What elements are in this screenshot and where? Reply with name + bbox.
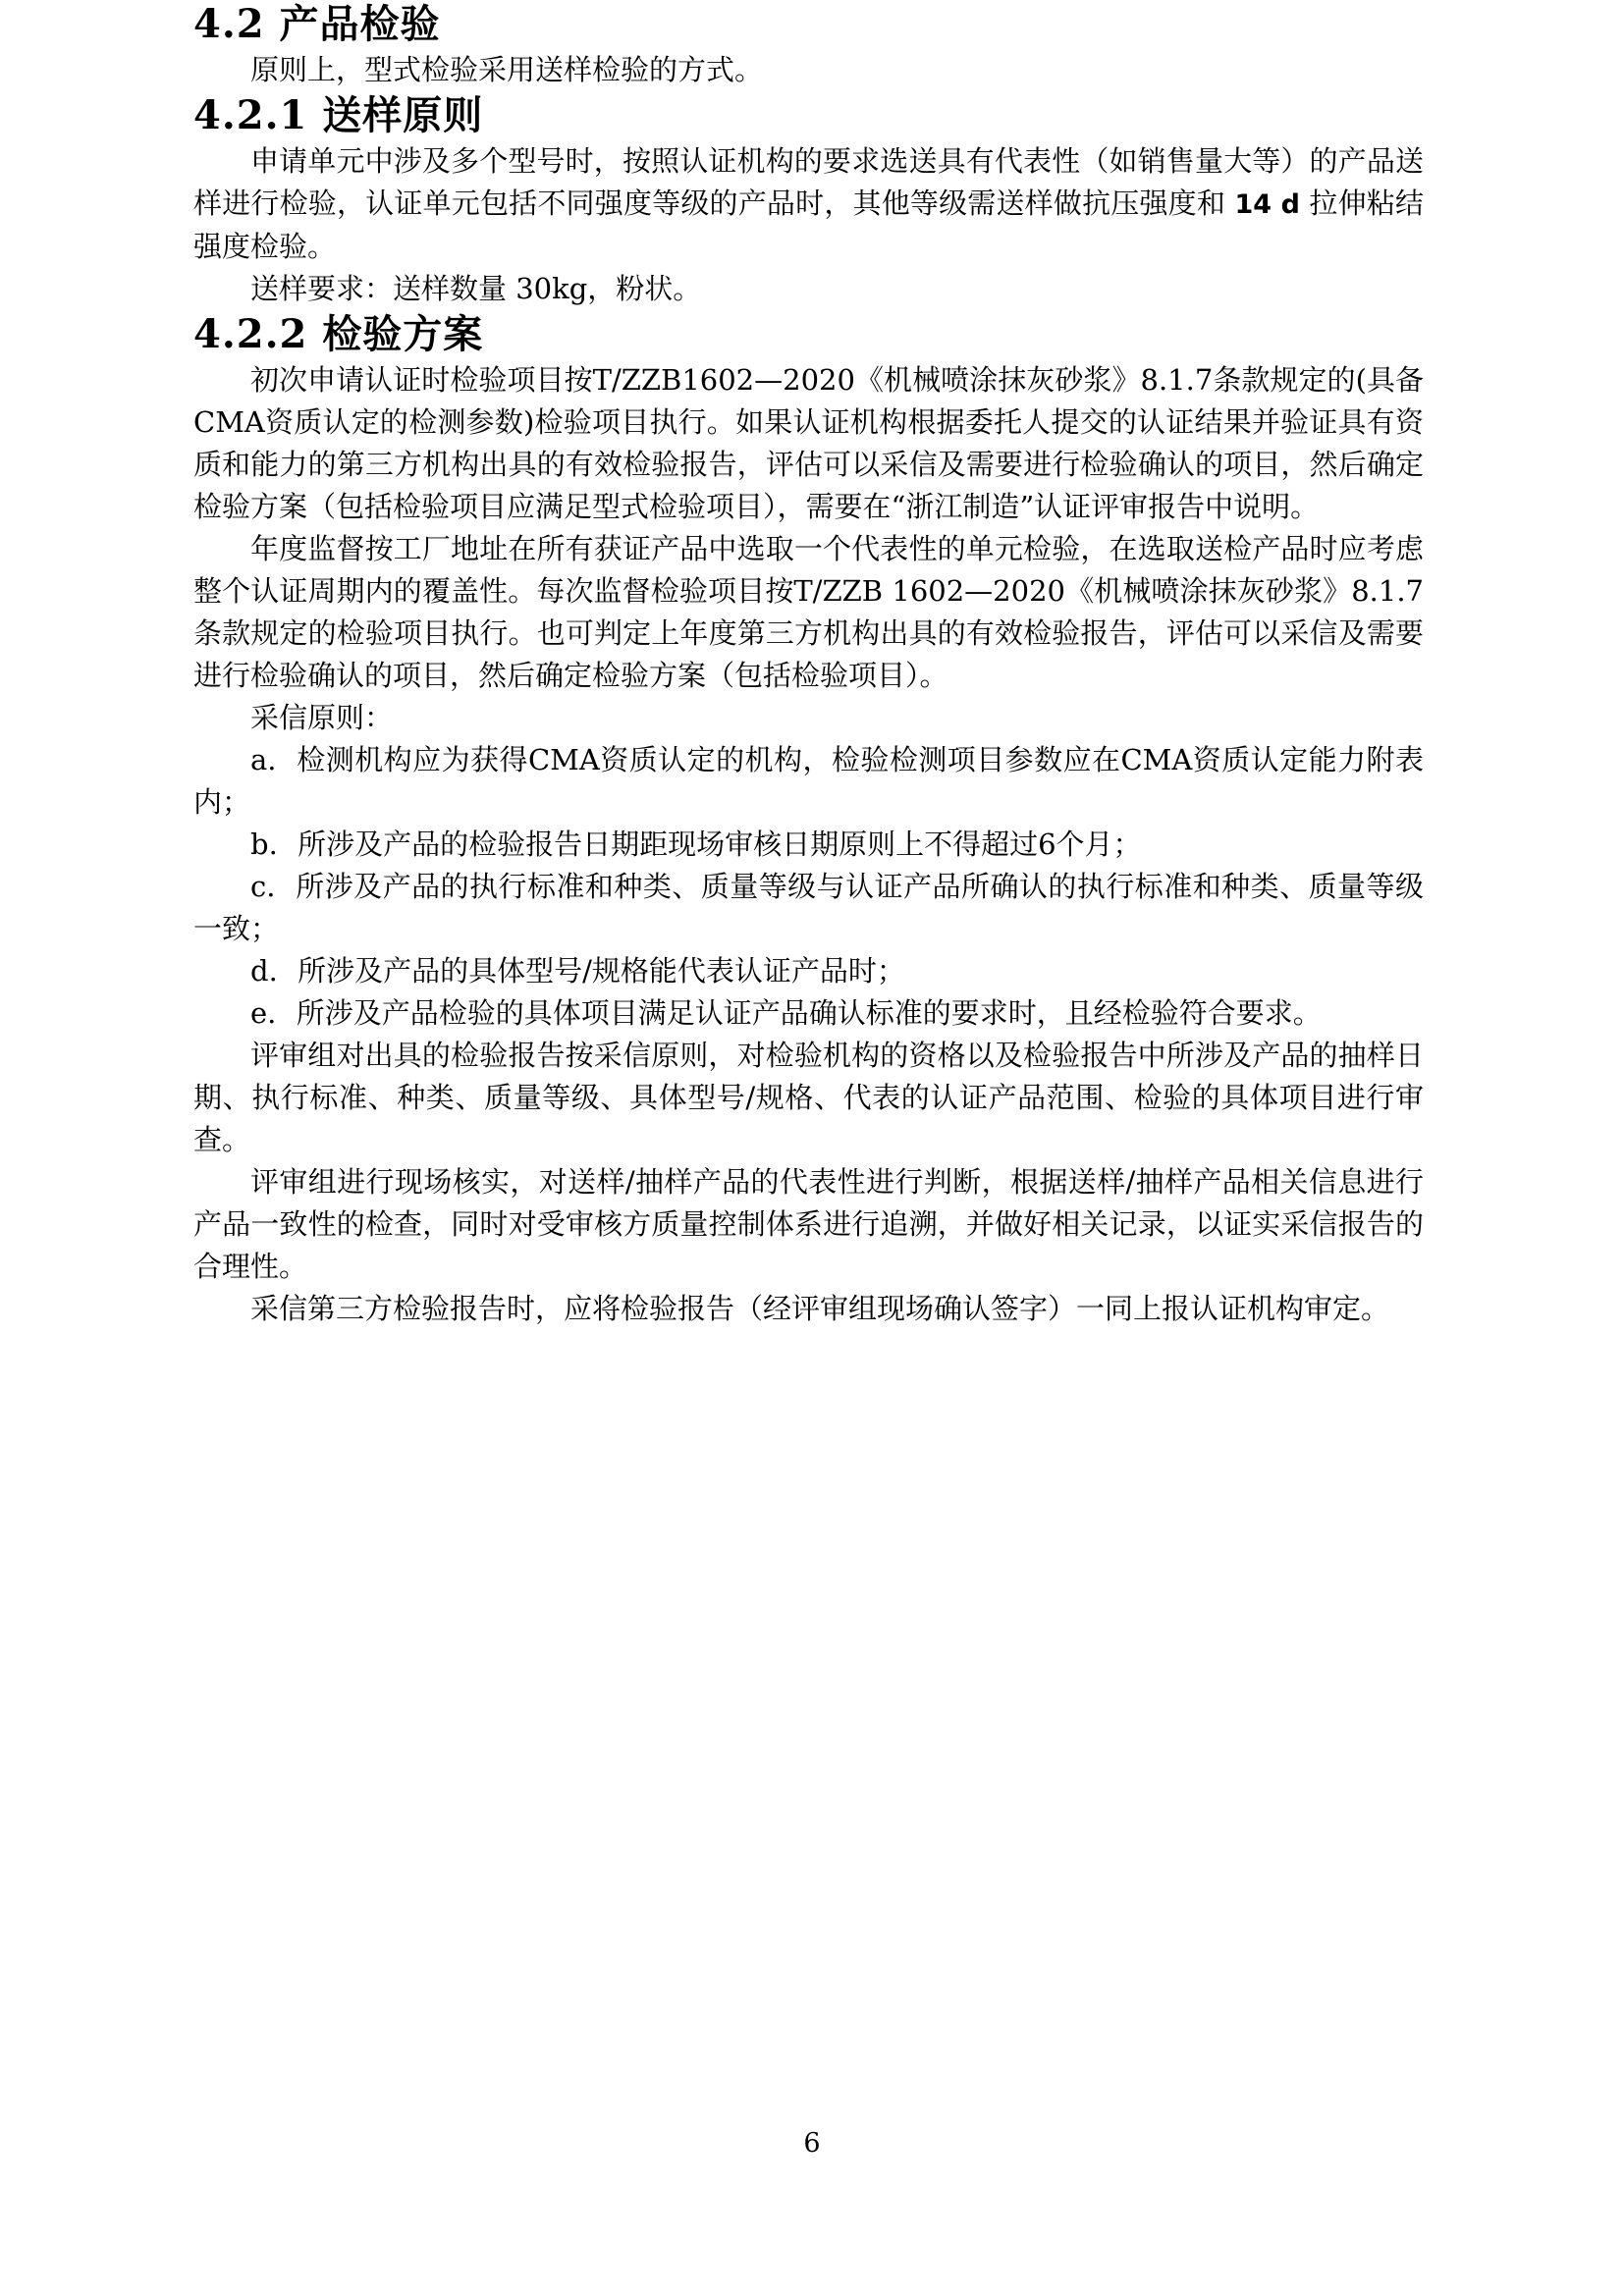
list-item-d-label: d.: [250, 954, 278, 988]
section-heading-4-2-2: 4.2.2 检验方案: [193, 311, 484, 357]
paragraph-annual-supervision: 年度监督按工厂地址在所有获证产品中选取一个代表性的单元检验，在选取送检产品时应考虑整个认证周期内的覆盖性。每次监督检验项目按T/ZZB 1602—2020《机械喷涂抹灰砂浆》8.1.7条款规定的检验项目执行。也可判定上年度第三方机构出具的有效检验报告，评估可以采信及需要进行检验确认的项目，然后确定检验方案（包括检验项目）。: [193, 532, 1424, 692]
paragraph-sampling-principle: [193, 140, 1424, 268]
paragraph-onsite-verification: 评审组进行现场核实，对送样/抽样产品的代表性进行判断，根据送样/抽样产品相关信息进行产品一致性的检查，同时对受审核方质量控制体系进行追溯，并做好相关记录，以证实采信报告的合理性。: [193, 1165, 1424, 1283]
paragraph-type-test-principle: 原则上，型式检验采用送样检验的方式。: [250, 53, 764, 86]
list-item-b-label: b.: [250, 828, 278, 861]
paragraph-report-review: 评审组对出具的检验报告按采信原则，对检验机构的资格以及检验报告中所涉及产品的抽样日期、执行标准、种类、质量等级、具体型号/规格、代表的认证产品范围、检验的具体项目进行审查。: [193, 1039, 1424, 1156]
list-item-c-text: 所涉及产品的执行标准和种类、质量等级与认证产品所确认的执行标准和种类、质量等级一致；: [193, 870, 1424, 945]
section-heading-4-2: 4.2 产品检验: [193, 1, 441, 47]
sampling-bold-14d: 14 d: [1234, 189, 1300, 220]
paragraph-adoption-principles-title: 采信原则：: [250, 701, 394, 734]
list-item-b: [193, 824, 1424, 866]
sampling-text-before: 申请单元中涉及多个型号时，按照认证机构的要求选送具有代表性（如销售量大等）的产品送样进行检验，认证单元包括不同强度等级的产品时，其他等级需送样做抗压强度和: [193, 144, 1424, 220]
paragraph-sampling-requirement: 送样要求：送样数量 30kg，粉状。: [250, 272, 702, 305]
document-content: [193, 0, 1424, 1330]
paragraph-initial-certification: 初次申请认证时检验项目按T/ZZB1602—2020《机械喷涂抹灰砂浆》8.1.7条款规定的(具备CMA资质认定的检测参数)检验项目执行。如果认证机构根据委托人提交的认证结果并验证具有资质和能力的第三方机构出具的有效检验报告，评估可以采信及需要进行检验确认的项目，然后确定检验方案（包括检验项目应满足型式检验项目），需要在“浙江制造”认证评审报告中说明。: [193, 363, 1424, 523]
sampling-text-after: 拉伸粘结强度检验。: [193, 187, 1424, 263]
list-item-c: [193, 866, 1424, 950]
list-item-d-text: 所涉及产品的具体型号/规格能代表认证产品时；: [298, 954, 905, 988]
list-item-a-text: 检测机构应为获得CMA资质认定的机构，检验检测项目参数应在CMA资质认定能力附表内；: [193, 743, 1424, 819]
list-item-e-label: e.: [250, 996, 277, 1030]
section-heading-4-2-1: 4.2.1 送样原则: [193, 92, 484, 138]
list-item-c-label: c.: [250, 870, 276, 903]
list-item-e: [193, 992, 1424, 1035]
list-item-a: [193, 739, 1424, 824]
list-item-d: [193, 950, 1424, 992]
list-item-a-label: a.: [250, 743, 277, 776]
list-item-b-text: 所涉及产品的检验报告日期距现场审核日期原则上不得超过6个月；: [298, 828, 1142, 861]
list-item-e-text: 所涉及产品检验的具体项目满足认证产品确认标准的要求时，且经检验符合要求。: [296, 996, 1322, 1030]
paragraph-report-submission: 采信第三方检验报告时，应将检验报告（经评审组现场确认签字）一同上报认证机构审定。: [250, 1292, 1390, 1325]
page-number: 6: [803, 2128, 821, 2159]
